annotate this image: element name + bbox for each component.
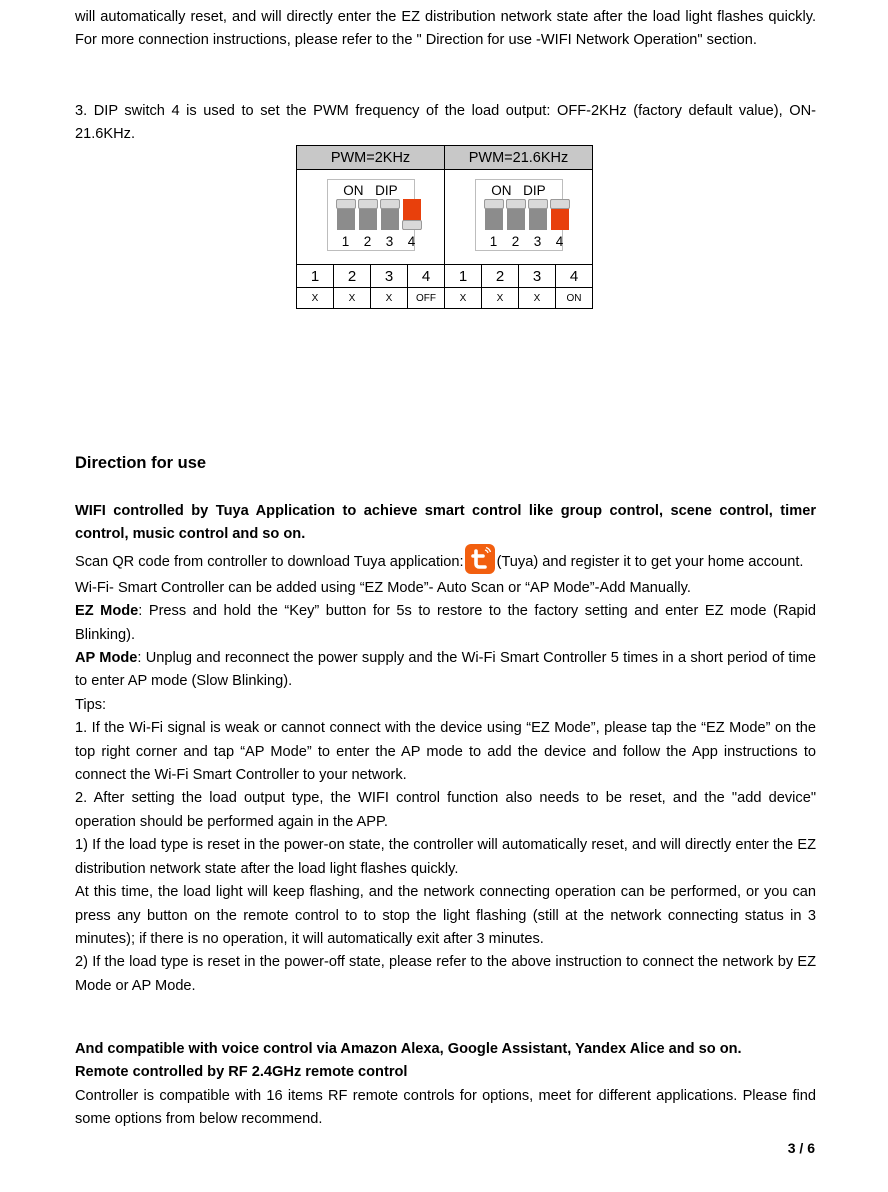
added-using-paragraph: Wi-Fi- Smart Controller can be added using “EZ Mode”- Auto Scan or “AP Mode”-Add Manually. — [75, 579, 691, 596]
wifi-intro-bold: WIFI controlled by Tuya Application to achieve smart control like group control, scene control, timer control, music control and so on. — [75, 503, 816, 543]
num-cell: 3 — [371, 265, 408, 288]
rf-description: Controller is compatible with 16 items RF remote controls for options, meet for different applications. Please find some options from below recommend. — [75, 1087, 816, 1128]
continued-paragraph-block — [75, 6, 816, 53]
dip-switch-1-icon — [337, 199, 355, 230]
ez-mode-paragraph — [75, 600, 816, 647]
voice-control-paragraph — [75, 1038, 816, 1061]
rf-heading-paragraph — [75, 1061, 816, 1084]
header-pwm-2khz: PWM=2KHz — [297, 146, 445, 170]
scan-text-after: (Tuya) and register it to get your home account. — [496, 553, 804, 570]
value-cell: X — [445, 288, 482, 309]
value-cell: ON — [556, 288, 593, 309]
dip-switch-4-off-icon — [403, 199, 421, 230]
tips-label: Tips: — [75, 696, 107, 713]
dip-num: 4 — [555, 233, 564, 249]
dip-switch-2-icon — [507, 199, 525, 230]
ap-mode-paragraph — [75, 647, 816, 694]
dip-switch-diagram-2khz — [327, 179, 415, 251]
value-cell: X — [297, 288, 334, 309]
tuya-app-icon — [465, 544, 495, 574]
dip-num: 3 — [533, 233, 542, 249]
dip-on-label: ON — [491, 182, 512, 198]
dip-label: DIP — [375, 182, 398, 198]
num-cell: 4 — [408, 265, 445, 288]
pwm-dip-table — [296, 145, 593, 309]
tip-2-1b: At this time, the load light will keep flashing, and the network connecting operation can be performed, or you can press any button on the remote control to to stop the light flashing (still at the network connecting status in 3 minutes); if there is no operation, it will automatically exit after 3 minutes. — [75, 884, 816, 947]
dip-switch-4-description: 3. DIP switch 4 is used to set the PWM frequency of the load output: OFF-2KHz (factory default value), ON-21.6KHz. — [75, 103, 816, 143]
value-cell: X — [371, 288, 408, 309]
rf-heading-bold: Remote controlled by RF 2.4GHz remote control — [75, 1064, 408, 1081]
dip-switch-3-icon — [381, 199, 399, 230]
item-3-block — [75, 100, 816, 147]
dip-num: 1 — [341, 233, 350, 249]
section-title-direction-for-use: Direction for use — [75, 454, 207, 472]
ez-mode-label: EZ Mode — [75, 603, 139, 620]
wifi-intro — [75, 500, 816, 547]
dip-label: DIP — [523, 182, 546, 198]
dip-num: 1 — [489, 233, 498, 249]
tip-2-1: 1) If the load type is reset in the power-on state, the controller will automatically reset, and will directly enter the EZ distribution network state after the load light flashes quickly. — [75, 837, 816, 877]
tip-2-2: 2) If the load type is reset in the power-off state, please refer to the above instruction to connect the network by EZ Mode or AP Mode. — [75, 954, 816, 994]
dip-on-label: ON — [343, 182, 364, 198]
num-cell: 1 — [445, 265, 482, 288]
scan-qr-paragraph — [75, 547, 816, 577]
dip-num: 4 — [407, 233, 416, 249]
dip-num: 3 — [385, 233, 394, 249]
num-cell: 2 — [334, 265, 371, 288]
bottom-section — [75, 1038, 816, 1132]
num-cell: 1 — [297, 265, 334, 288]
ap-mode-label: AP Mode — [75, 650, 138, 667]
dip-diagram-cell-21-6khz — [445, 170, 593, 265]
dip-num: 2 — [363, 233, 372, 249]
continued-paragraph: will automatically reset, and will directly enter the EZ distribution network state after the load light flashes quickly. For more connection instructions, please refer to the " Direction for use -WIFI Network Operation" section. — [75, 9, 816, 49]
ap-mode-text: : Unplug and reconnect the power supply and the Wi-Fi Smart Controller 5 times in a short period of time to enter AP mode (Slow Blinking). — [75, 650, 816, 690]
value-cell: X — [519, 288, 556, 309]
voice-control-bold: And compatible with voice control via Amazon Alexa, Google Assistant, Yandex Alice and so on. — [75, 1041, 742, 1057]
header-pwm-21-6khz: PWM=21.6KHz — [445, 146, 593, 170]
dip-diagram-cell-2khz — [297, 170, 445, 265]
ez-mode-text: : Press and hold the “Key” button for 5s to restore to the factory setting and enter EZ mode (Rapid Blinking). — [75, 603, 816, 643]
num-cell: 3 — [519, 265, 556, 288]
dip-switch-4-on-icon — [551, 199, 569, 230]
dip-switch-diagram-21-6khz — [475, 179, 563, 251]
page-number: 3 / 6 — [787, 1140, 815, 1156]
tip-2: 2. After setting the load output type, the WIFI control function also needs to be reset, and the "add device" operation should be performed again in the APP. — [75, 790, 816, 830]
value-cell: X — [334, 288, 371, 309]
dip-switch-1-icon — [485, 199, 503, 230]
scan-text-before: Scan QR code from controller to download Tuya application: — [75, 553, 464, 570]
tip-1: 1. If the Wi-Fi signal is weak or cannot connect with the device using “EZ Mode”, please tap the “EZ Mode” on the top right corner and tap “AP Mode” to enter the AP mode to add the device and follow the App instructions to connect the Wi-Fi Smart Controller to your network. — [75, 720, 816, 784]
direction-body — [75, 500, 816, 998]
num-cell: 4 — [556, 265, 593, 288]
dip-switch-2-icon — [359, 199, 377, 230]
dip-switch-3-icon — [529, 199, 547, 230]
num-cell: 2 — [482, 265, 519, 288]
value-cell: OFF — [408, 288, 445, 309]
dip-num: 2 — [511, 233, 520, 249]
value-cell: X — [482, 288, 519, 309]
